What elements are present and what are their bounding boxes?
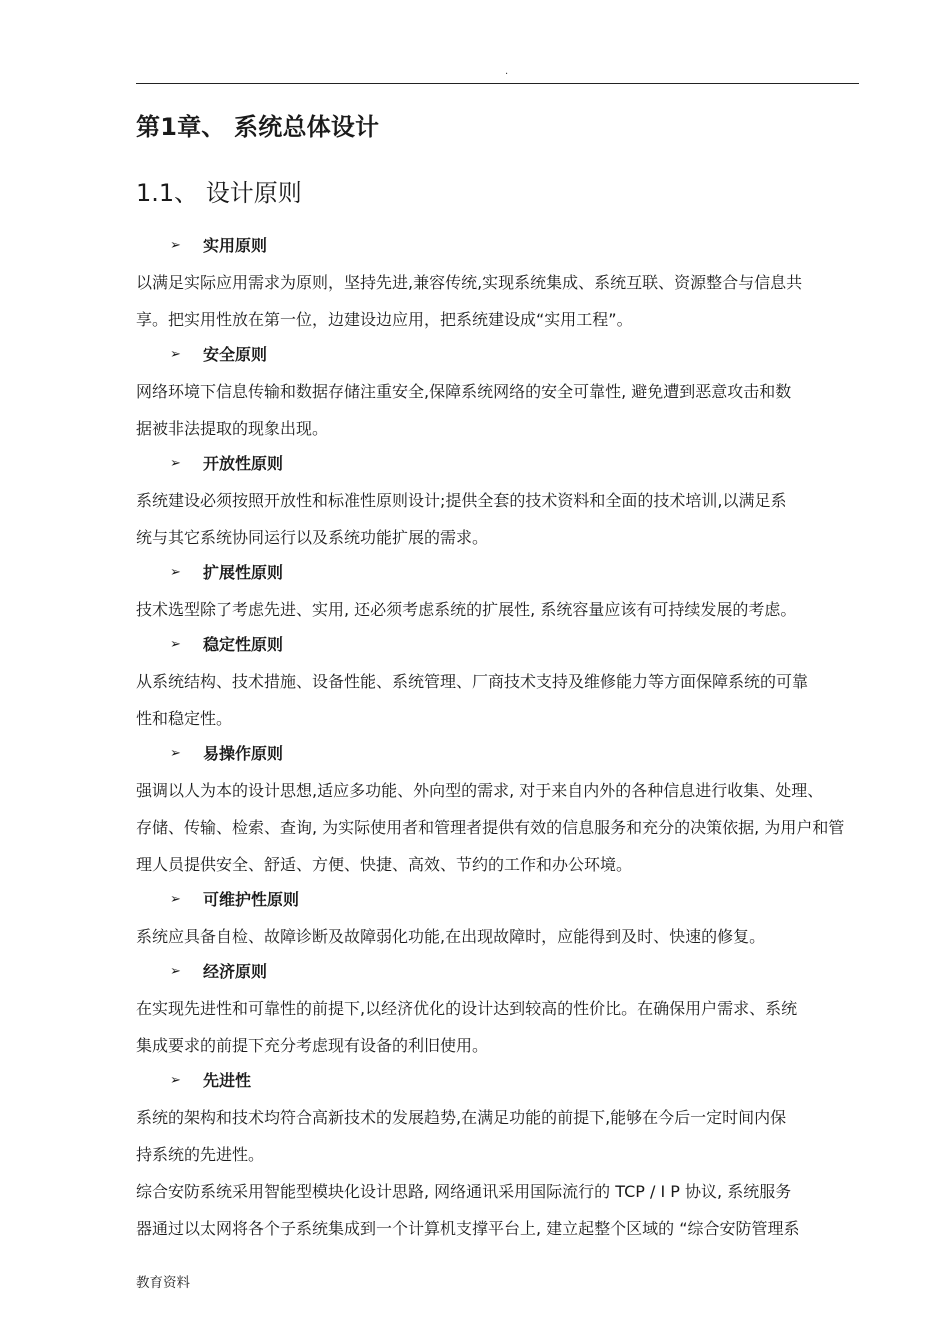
- principle-heading: [170, 889, 299, 911]
- principle-heading-text: 实用原则: [203, 236, 268, 255]
- principle-paragraph: [136, 591, 860, 628]
- paragraph-line: 理人员提供安全、舒适、方便、快捷、高效、节约的工作和办公环境。: [136, 855, 633, 874]
- principle-paragraph: [136, 264, 860, 338]
- paragraph-line: 存储、传输、检索、查询, 为实际使用者和管理者提供有效的信息服务和充分的决策依据, 为用户和管: [136, 818, 845, 837]
- principle-heading-text: 扩展性原则: [203, 563, 284, 582]
- arrow-bullet-icon: ➢: [170, 637, 181, 652]
- arrow-bullet-icon: ➢: [170, 565, 181, 580]
- arrow-bullet-icon: ➢: [170, 746, 181, 761]
- paragraph-line: 系统的架构和技术均符合高新技术的发展趋势,在满足功能的前提下,能够在今后一定时间内保: [136, 1108, 787, 1127]
- paragraph-line: 综合安防系统采用智能型模块化设计思路, 网络通讯采用国际流行的 TCP / I P 协议, 系统服务: [136, 1182, 792, 1201]
- principle-heading-text: 可维护性原则: [203, 890, 300, 909]
- paragraph-line: 系统应具备自检、故障诊断及故障弱化功能,在出现故障时，应能得到及时、快速的修复。: [136, 927, 766, 946]
- principle-heading-text: 先进性: [203, 1071, 252, 1090]
- paragraph-line: 性和稳定性。: [136, 709, 233, 728]
- paragraph-line: 享。把实用性放在第一位，边建设边应用，把系统建设成“实用工程”。: [136, 310, 633, 329]
- arrow-bullet-icon: ➢: [170, 892, 181, 907]
- principle-heading-text: 安全原则: [203, 345, 268, 364]
- paragraph-line: 统与其它系统协同运行以及系统功能扩展的需求。: [136, 528, 489, 547]
- principle-paragraph: [136, 772, 860, 883]
- principle-paragraph: [136, 1099, 860, 1173]
- principle-heading: [170, 562, 283, 584]
- principle-paragraph: [136, 663, 860, 737]
- paragraph-line: 集成要求的前提下充分考虑现有设备的利旧使用。: [136, 1036, 489, 1055]
- principle-paragraph: [136, 373, 860, 447]
- arrow-bullet-icon: ➢: [170, 1073, 181, 1088]
- arrow-bullet-icon: ➢: [170, 238, 181, 253]
- principle-heading-text: 易操作原则: [203, 744, 284, 763]
- paragraph-line: 系统建设必须按照开放性和标准性原则设计;提供全套的技术资料和全面的技术培训,以满足系: [136, 491, 787, 510]
- closing-paragraph: [136, 1173, 860, 1247]
- paragraph-line: 从系统结构、技术措施、设备性能、系统管理、厂商技术支持及维修能力等方面保障系统的可靠: [136, 672, 809, 691]
- principle-heading-text: 开放性原则: [203, 454, 284, 473]
- principle-heading: [170, 961, 267, 983]
- principle-paragraph: [136, 990, 860, 1064]
- principle-heading: [170, 634, 283, 656]
- principle-heading: [170, 453, 283, 475]
- arrow-bullet-icon: ➢: [170, 456, 181, 471]
- footer-text: 教育资料: [136, 1275, 190, 1291]
- paragraph-line: 网络环境下信息传输和数据存储注重安全,保障系统网络的安全可靠性, 避免遭到恶意攻击和数: [136, 382, 792, 401]
- paragraph-line: 以满足实际应用需求为原则，坚持先进,兼容传统,实现系统集成、系统互联、资源整合与信息共: [136, 273, 803, 292]
- arrow-bullet-icon: ➢: [170, 964, 181, 979]
- principle-heading: [170, 235, 267, 257]
- principle-paragraph: [136, 482, 860, 556]
- chapter-title: 第1章、 系统总体设计: [136, 113, 380, 141]
- arrow-bullet-icon: ➢: [170, 347, 181, 362]
- paragraph-line: 在实现先进性和可靠性的前提下,以经济优化的设计达到较高的性价比。在确保用户需求、系统: [136, 999, 798, 1018]
- principle-heading-text: 稳定性原则: [203, 635, 284, 654]
- principle-paragraph: [136, 918, 860, 955]
- paragraph-line: 据被非法提取的现象出现。: [136, 419, 329, 438]
- header-mark: .: [505, 66, 509, 77]
- paragraph-line: 技术选型除了考虑先进、实用, 还必须考虑系统的扩展性, 系统容量应该有可持续发展的考虑。: [136, 600, 797, 619]
- principle-heading: [170, 344, 267, 366]
- section-title: 1.1、 设计原则: [136, 179, 302, 207]
- principle-heading-text: 经济原则: [203, 962, 268, 981]
- header-rule: [136, 83, 859, 84]
- principle-heading: [170, 743, 283, 765]
- paragraph-line: 器通过以太网将各个子系统集成到一个计算机支撑平台上, 建立起整个区域的 “综合安防管理系: [136, 1219, 800, 1238]
- paragraph-line: 强调以人为本的设计思想,适应多功能、外向型的需求, 对于来自内外的各种信息进行收集、处理、: [136, 781, 824, 800]
- paragraph-line: 持系统的先进性。: [136, 1145, 265, 1164]
- principle-heading: [170, 1070, 251, 1092]
